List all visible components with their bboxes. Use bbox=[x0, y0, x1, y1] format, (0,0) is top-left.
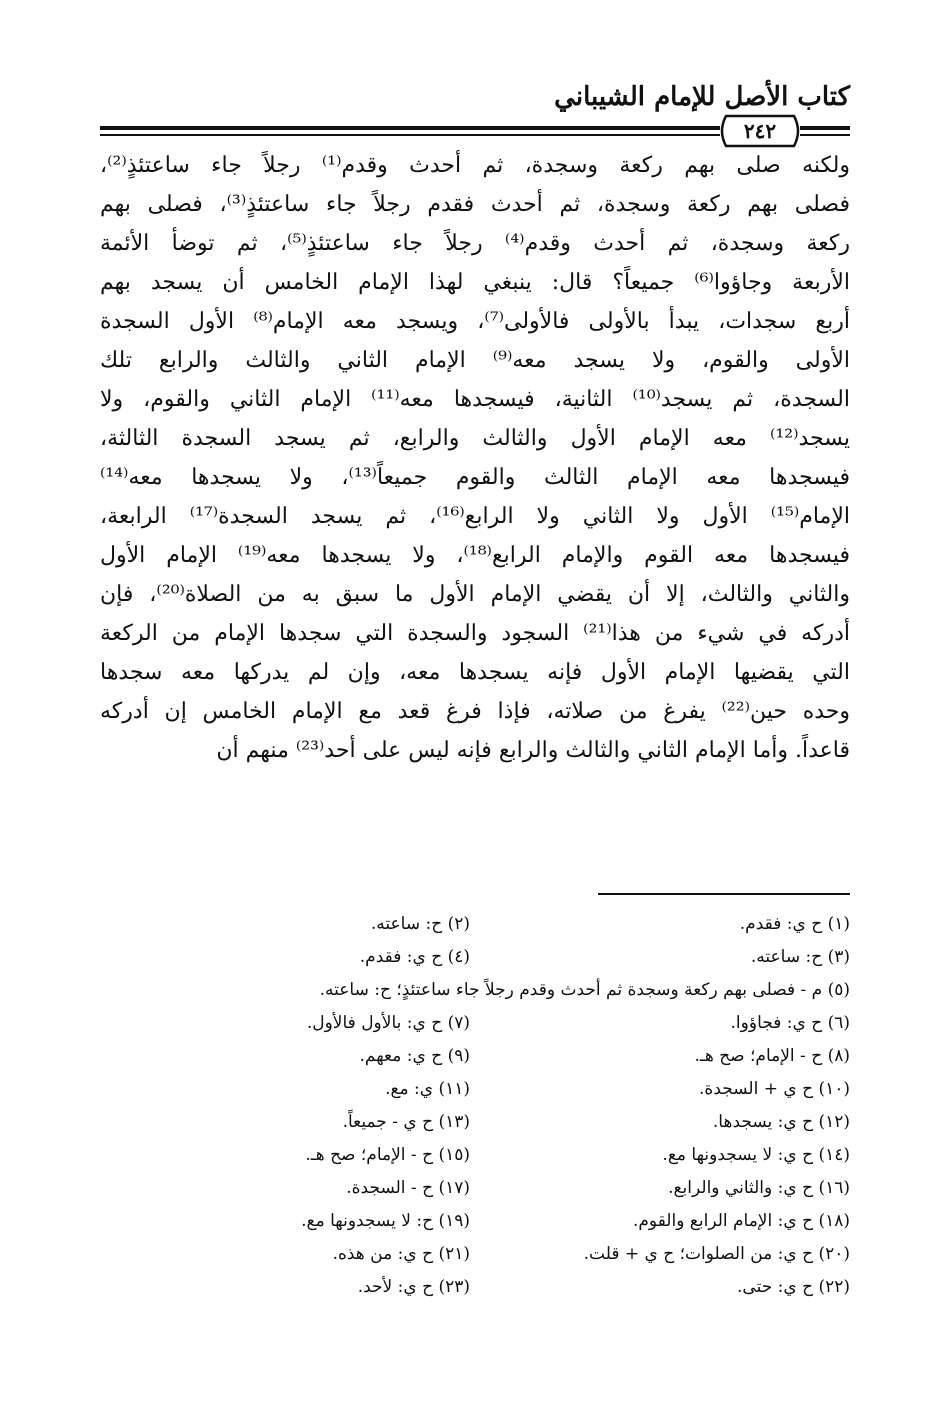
body-line: ركعة وسجدة، ثم أحدث وقدم⁽⁴⁾ رجلاً جاء ساعتئذٍ⁽⁵⁾، ثم توضأ الأئمة bbox=[100, 231, 850, 256]
footnotes-block bbox=[100, 908, 850, 1304]
body-line: ولكنه صلى بهم ركعة وسجدة، ثم أحدث وقدم⁽¹⁾ رجلاً جاء ساعتئذٍ⁽²⁾، bbox=[100, 153, 850, 178]
footnote-entry: (١٨) ح ي: الإمام الرابع والقوم. bbox=[632, 1211, 850, 1231]
body-line: يسجد⁽¹²⁾ معه الإمام الأول والثالث والرابع، ثم يسجد السجدة الثالثة، bbox=[100, 426, 850, 451]
footnote-row bbox=[100, 1073, 850, 1106]
main-text-block bbox=[100, 146, 850, 770]
header-rule-thin bbox=[100, 134, 720, 136]
footnote-row bbox=[100, 941, 850, 974]
page-number: ٢٤٢ bbox=[743, 119, 777, 143]
footnote-entry: (٨) ح - الإمام؛ صح هـ. bbox=[694, 1046, 850, 1066]
footnote-entry: (١١) ي: مع. bbox=[385, 1079, 470, 1099]
footnote-entry: (٢) ح: ساعته. bbox=[370, 914, 470, 934]
footnote-entry: (١٩) ح: لا يسجدونها مع. bbox=[301, 1211, 470, 1231]
header-rule-right-thin bbox=[800, 134, 850, 136]
body-line: الأولى والقوم، ولا يسجد معه⁽⁹⁾ الإمام الثاني والثالث والرابع تلك bbox=[100, 348, 850, 373]
footnote-row bbox=[100, 1238, 850, 1271]
footnote-row bbox=[100, 1040, 850, 1073]
footnote-entry: (١٠) ح ي + السجدة. bbox=[699, 1079, 850, 1099]
body-line: والثاني والثالث، إلا أن يقضي الإمام الأول ما سبق به من الصلاة⁽²⁰⁾، فإن bbox=[100, 582, 850, 607]
footnote-entry: (٤) ح ي: فقدم. bbox=[359, 947, 470, 967]
body-line: قاعداً. وأما الإمام الثاني والثالث والرابع فإنه ليس على أحد⁽²³⁾ منهم أن bbox=[216, 738, 850, 763]
footnote-row bbox=[100, 1007, 850, 1040]
body-line: الأربعة وجاؤوا⁽⁶⁾ جميعاً؟ قال: ينبغي لهذا الإمام الخامس أن يسجد بهم bbox=[100, 270, 850, 295]
footnote-entry: (١٣) ح ي - جميعاً. bbox=[342, 1112, 470, 1132]
footnote-row bbox=[100, 1139, 850, 1172]
footnote-entry: (٧) ح ي: بالأول فالأول. bbox=[306, 1013, 470, 1033]
body-line: فيسجدها معه الإمام الثالث والقوم جميعاً⁽¹³⁾، ولا يسجدها معه⁽¹⁴⁾ bbox=[100, 465, 850, 490]
header-rule-thick bbox=[100, 126, 720, 130]
body-line: الإمام⁽¹⁵⁾ الأول ولا الثاني ولا الرابع⁽¹⁶⁾، ثم يسجد السجدة⁽¹⁷⁾ الرابعة، bbox=[100, 504, 850, 529]
footnote-entry: (٦) ح ي: فجاؤوا. bbox=[730, 1013, 850, 1033]
body-line: فصلى بهم ركعة وسجدة، ثم أحدث فقدم رجلاً جاء ساعتئذٍ⁽³⁾، فصلى بهم bbox=[100, 192, 850, 217]
footnote-row bbox=[100, 1271, 850, 1304]
body-line: أدركه في شيء من هذا⁽²¹⁾ السجود والسجدة التي سجدها الإمام من الركعة bbox=[100, 621, 850, 646]
body-line: فيسجدها معه القوم والإمام الرابع⁽¹⁸⁾، ولا يسجدها معه⁽¹⁹⁾ الإمام الأول bbox=[100, 543, 850, 568]
footnote-row bbox=[100, 1106, 850, 1139]
footnote-row bbox=[100, 1205, 850, 1238]
footnote-entry: (٢٠) ح ي: من الصلوات؛ ح ي + قلت. bbox=[583, 1244, 850, 1264]
footnote-entry: (٢١) ح ي: من هذه. bbox=[332, 1244, 470, 1264]
footnote-entry: (١٧) ح - السجدة. bbox=[346, 1178, 470, 1198]
footnote-entry: (١٥) ح - الإمام؛ صح هـ. bbox=[305, 1145, 470, 1165]
footnote-entry: (٢٣) ح ي: لأحد. bbox=[357, 1277, 470, 1297]
footnote-row bbox=[100, 974, 850, 1007]
footnote-row bbox=[100, 1172, 850, 1205]
footnote-entry: (١٤) ح ي: لا يسجدونها مع. bbox=[662, 1145, 850, 1165]
footnote-entry: (٥) م - فصلى بهم ركعة وسجدة ثم أحدث وقدم رجلاً جاء ساعتئذٍ؛ ح: ساعته. bbox=[319, 980, 850, 1000]
header-rule-right-thick bbox=[800, 126, 850, 130]
body-line: السجدة، ثم يسجد⁽¹⁰⁾ الثانية، فيسجدها معه⁽¹¹⁾ الإمام الثاني والقوم، ولا bbox=[100, 387, 850, 412]
footnote-separator bbox=[598, 893, 850, 895]
footnote-entry: (٩) ح ي: معهم. bbox=[359, 1046, 470, 1066]
body-line: أربع سجدات، يبدأ بالأولى فالأولى⁽⁷⁾، ويسجد معه الإمام⁽⁸⁾ الأول السجدة bbox=[100, 309, 850, 334]
running-header-title: كتاب الأصل للإمام الشيباني bbox=[554, 82, 850, 112]
footnote-entry: (١٦) ح ي: والثاني والرابع. bbox=[668, 1178, 850, 1198]
footnote-entry: (١) ح ي: فقدم. bbox=[739, 914, 850, 934]
footnote-entry: (١٢) ح ي: يسجدها. bbox=[712, 1112, 850, 1132]
body-line: التي يقضيها الإمام الأول فإنه يسجدها معه، وإن لم يدركها معه سجدها bbox=[100, 660, 850, 685]
body-line: وحده حين⁽²²⁾ يفرغ من صلاته، فإذا فرغ قعد مع الإمام الخامس إن أدركه bbox=[100, 699, 850, 724]
footnote-row bbox=[100, 908, 850, 941]
footnote-entry: (٣) ح: ساعته. bbox=[750, 947, 850, 967]
footnote-entry: (٢٢) ح ي: حتى. bbox=[737, 1277, 850, 1297]
